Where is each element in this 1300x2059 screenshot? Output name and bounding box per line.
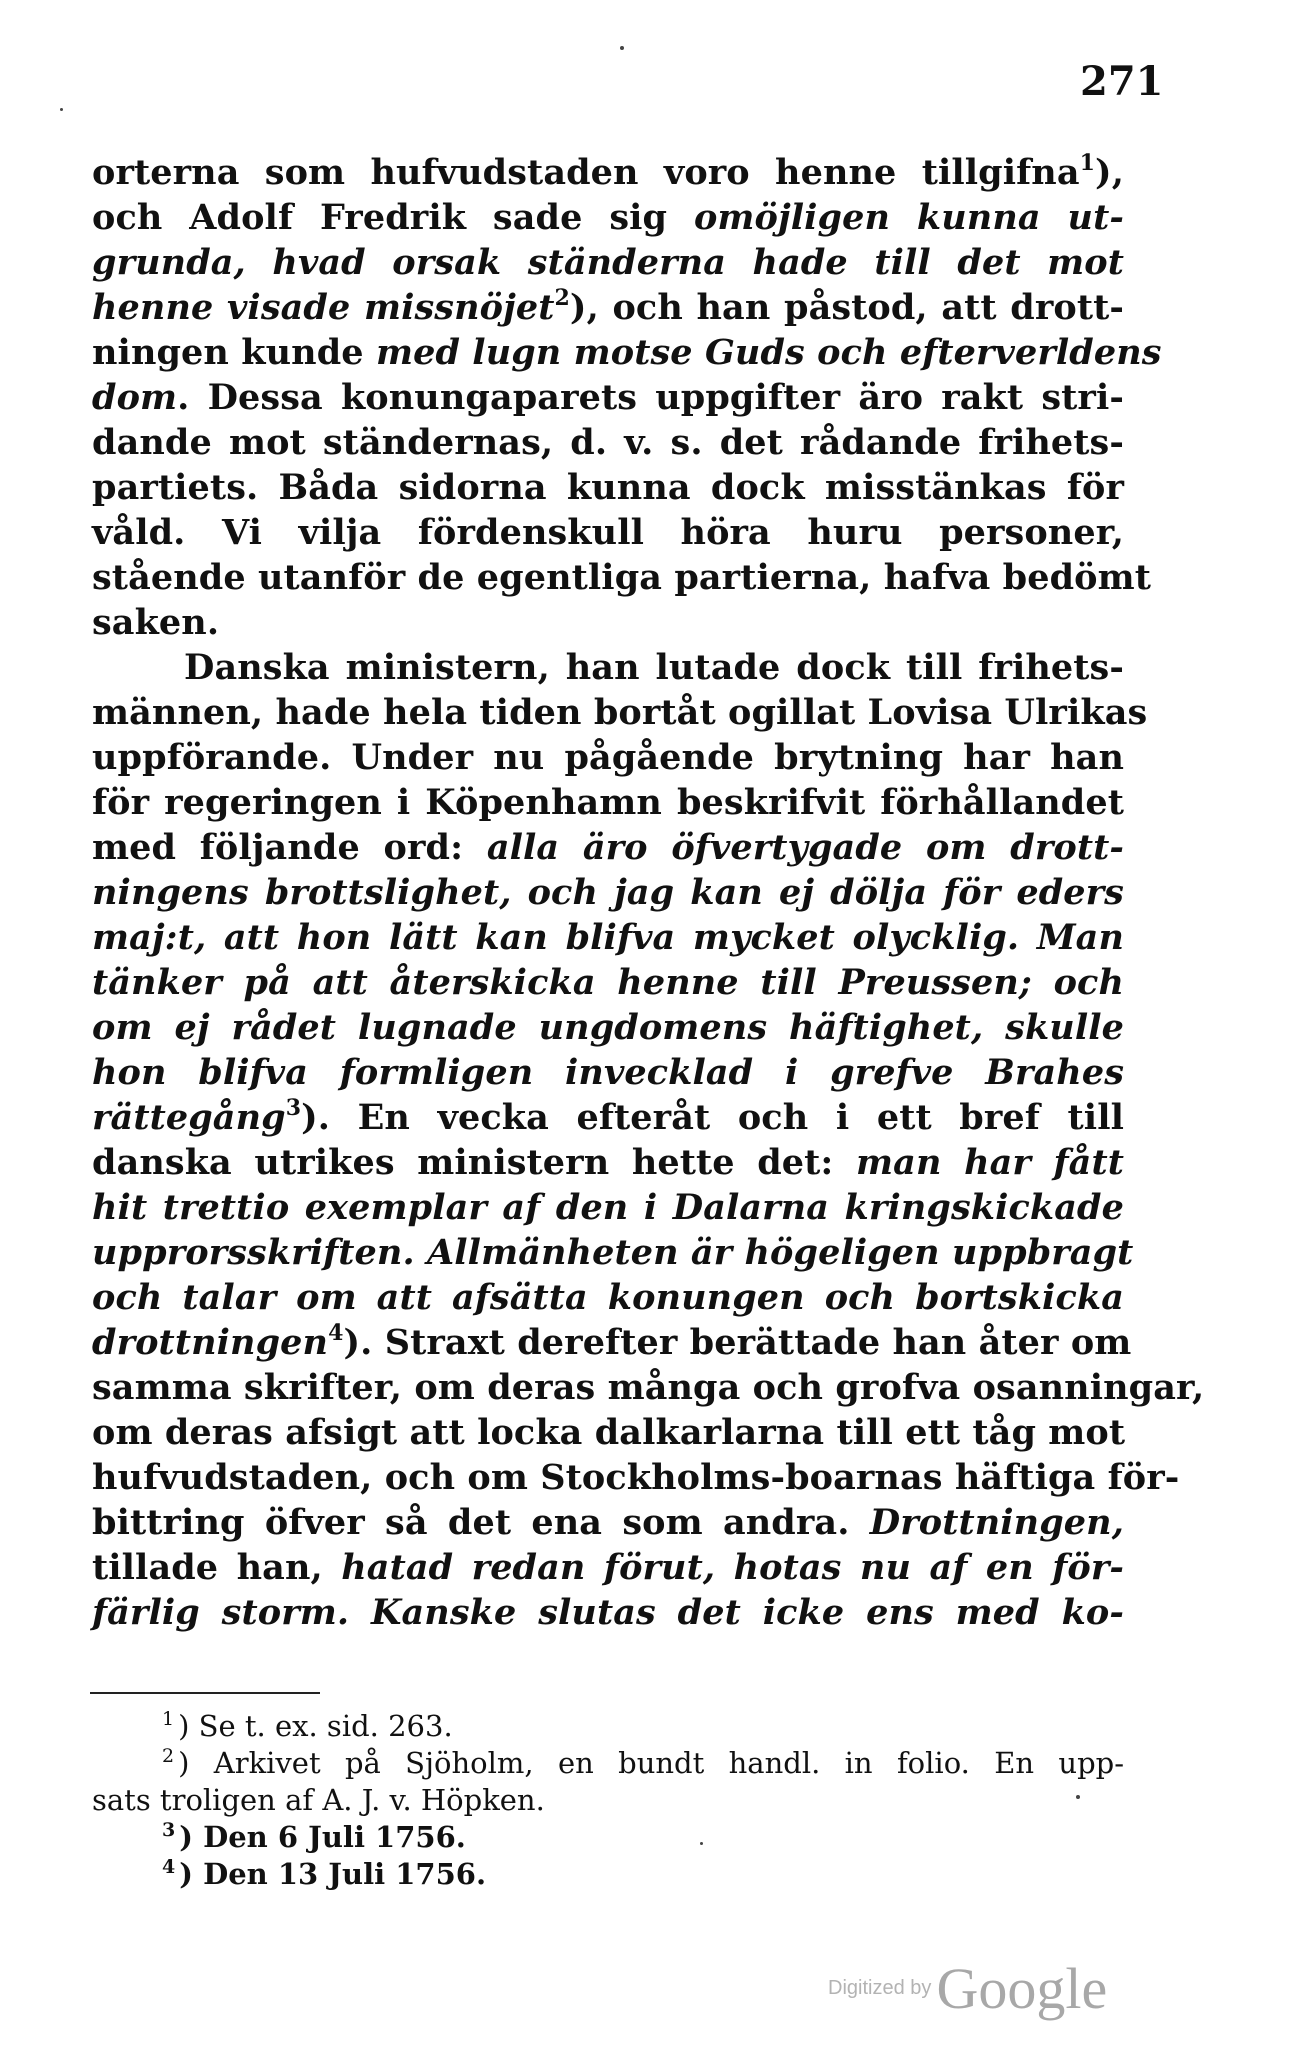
footnote-mark: 3	[162, 1819, 176, 1841]
text-line	[92, 600, 1124, 645]
text-run: . Dessa konungaparets uppgifter äro rakt stri-	[177, 377, 1124, 418]
italic-text: hon blifva formligen invecklad i grefve Brahes	[92, 1052, 1124, 1093]
text-line	[92, 1230, 1134, 1275]
text-line	[92, 1095, 1124, 1140]
text-line	[92, 465, 1124, 510]
text-run: med följande ord:	[92, 827, 487, 868]
footnote: $^1$ ) Se t. ex. sid. 263.	[162, 1708, 453, 1743]
text-run: våld. Vi vilja fördenskull höra huru personer,	[92, 512, 1124, 553]
text-line	[92, 195, 1124, 240]
text-run: för regeringen i Köpenhamn beskrifvit förhållandet	[92, 782, 1124, 823]
italic-text: tänker på att återskicka henne till Preussen; och	[92, 962, 1124, 1003]
text-run: och Adolf Fredrik sade sig	[92, 197, 694, 238]
italic-text: drottningen	[92, 1322, 329, 1363]
footnote-mark: 2	[162, 1745, 175, 1767]
text-run: stående utanför de egentliga partierna, hafva bedömt	[92, 557, 1152, 598]
text-line	[92, 960, 1124, 1005]
text-line	[92, 690, 1148, 735]
text-line	[92, 870, 1124, 915]
text-line	[92, 915, 1124, 960]
text-line	[92, 1410, 1124, 1455]
body-text	[92, 150, 1205, 1635]
text-run: samma skrifter, om deras många och grofva osanningar,	[92, 1367, 1205, 1408]
text-run: ningen kunde	[92, 332, 376, 373]
italic-text: rättegång	[92, 1097, 286, 1138]
text-run: tillade han,	[92, 1547, 342, 1588]
text-line	[92, 645, 1124, 690]
text-line	[92, 240, 1124, 285]
text-run: ),	[1095, 152, 1124, 193]
text-run: Danska ministern, han lutade dock till frihets-	[184, 647, 1124, 688]
italic-text: med lugn motse Guds och efterverldens	[375, 332, 1162, 373]
footnote-reference: 3	[285, 1095, 302, 1121]
text-run: ). En vecka efteråt och i ett bref till	[301, 1097, 1124, 1138]
text-run: danska utrikes ministern hette det:	[92, 1142, 857, 1183]
text-run: dande mot ständernas, d. v. s. det rådande frihets-	[92, 422, 1124, 463]
print-speck	[700, 1842, 703, 1845]
italic-text: hit trettio exemplar af den i Dalarna kringskickade	[92, 1187, 1124, 1228]
google-logo: Google	[936, 1956, 1108, 2021]
italic-text: och talar om att afsätta konungen och bortskicka	[92, 1277, 1124, 1318]
text-line	[92, 1185, 1124, 1230]
text-run: saken.	[92, 602, 220, 643]
footnote-text: Se t. ex. sid. 263.	[198, 1709, 453, 1743]
italic-text: ningens brottslighet, och jag kan ej dölja för eders	[92, 872, 1124, 913]
footnote-text: Den 13 Juli 1756.	[203, 1857, 487, 1891]
print-speck	[1076, 1795, 1080, 1799]
footnote-text: Arkivet på Sjöholm, en bundt handl. in folio. En upp-	[213, 1746, 1124, 1780]
watermark-prefix: Digitized by	[828, 1977, 932, 1999]
text-line	[92, 555, 1152, 600]
footnote: $^4$ ) Den 13 Juli 1756.	[162, 1856, 487, 1891]
text-line	[92, 150, 1124, 195]
text-line	[92, 1590, 1124, 1635]
text-line	[92, 1005, 1124, 1050]
footnote-mark: 1	[162, 1708, 175, 1730]
footnote: $^3$ ) Den 6 Juli 1756.	[162, 1819, 466, 1854]
footnote-text: Den 6 Juli 1756.	[203, 1820, 466, 1854]
text-run: bittring öfver så det ena som andra.	[92, 1502, 870, 1543]
italic-text: upprorsskriften. Allmänheten är högeligen uppbragt	[92, 1232, 1134, 1273]
text-line	[92, 375, 1124, 420]
text-line	[92, 420, 1124, 465]
text-line	[92, 1275, 1124, 1320]
text-line	[92, 330, 1162, 375]
italic-text: om ej rådet lugnade ungdomens häftighet, skulle	[92, 1007, 1124, 1048]
print-speck	[60, 108, 63, 111]
italic-text: man har fått	[856, 1142, 1124, 1183]
text-line	[92, 825, 1124, 870]
text-run: ), och han påstod, att drott-	[569, 287, 1124, 328]
italic-text: dom	[92, 377, 178, 418]
footnote: $^2$ ) Arkivet på Sjöholm, en bundt handl. in folio. En upp-	[162, 1745, 1124, 1780]
text-run: ). Straxt derefter berättade han åter om	[343, 1322, 1132, 1363]
text-line	[92, 1455, 1180, 1500]
footnotes	[92, 1708, 1124, 1893]
italic-text: hatad redan förut, hotas nu af en för-	[341, 1547, 1124, 1588]
italic-text: Drottningen,	[869, 1502, 1124, 1543]
footnote-mark: 4	[162, 1856, 176, 1878]
text-line	[92, 1365, 1205, 1410]
text-line	[92, 1545, 1124, 1590]
text-line	[92, 1140, 1124, 1185]
text-run: om deras afsigt att locka dalkarlarna till ett tåg mot	[92, 1412, 1126, 1453]
print-speck	[620, 46, 624, 50]
footnote-reference: 2	[554, 285, 570, 311]
text-run: partiets. Båda sidorna kunna dock misstänkas för	[92, 467, 1124, 508]
footnote-reference: 1	[1079, 150, 1096, 176]
footnote-separator	[90, 1692, 320, 1694]
italic-text: färlig storm. Kanske slutas det icke ens med ko-	[92, 1592, 1124, 1633]
text-line	[92, 510, 1124, 555]
text-run: orterna som hufvudstaden voro henne tillgifna	[92, 152, 1080, 193]
text-run: männen, hade hela tiden bortåt ogillat Lovisa Ulrikas	[92, 692, 1148, 733]
italic-text: omöjligen kunna ut-	[693, 197, 1124, 238]
italic-text: grunda, hvad orsak ständerna hade till det mot	[92, 242, 1124, 283]
footnote-reference: 4	[328, 1320, 344, 1346]
text-run: hufvudstaden, och om Stockholms-boarnas häftiga för-	[92, 1457, 1180, 1498]
digitized-watermark	[828, 1955, 1107, 2022]
text-line	[92, 735, 1124, 780]
footnote-continuation	[92, 1782, 1124, 1819]
italic-text: alla äro öfvertygade om drott-	[486, 827, 1124, 868]
italic-text: maj:t, att hon lätt kan blifva mycket olycklig. Man	[92, 917, 1124, 958]
text-run: uppförande. Under nu pågående brytning har han	[92, 737, 1124, 778]
footnote-text: sats troligen af A. J. v. Höpken.	[92, 1783, 545, 1817]
text-line	[92, 1500, 1124, 1545]
italic-text: henne visade missnöjet	[92, 287, 555, 328]
text-line	[92, 285, 1124, 330]
text-line	[92, 1050, 1124, 1095]
page-number: 271	[1080, 58, 1164, 105]
text-line	[92, 1320, 1132, 1365]
text-line	[92, 780, 1124, 825]
